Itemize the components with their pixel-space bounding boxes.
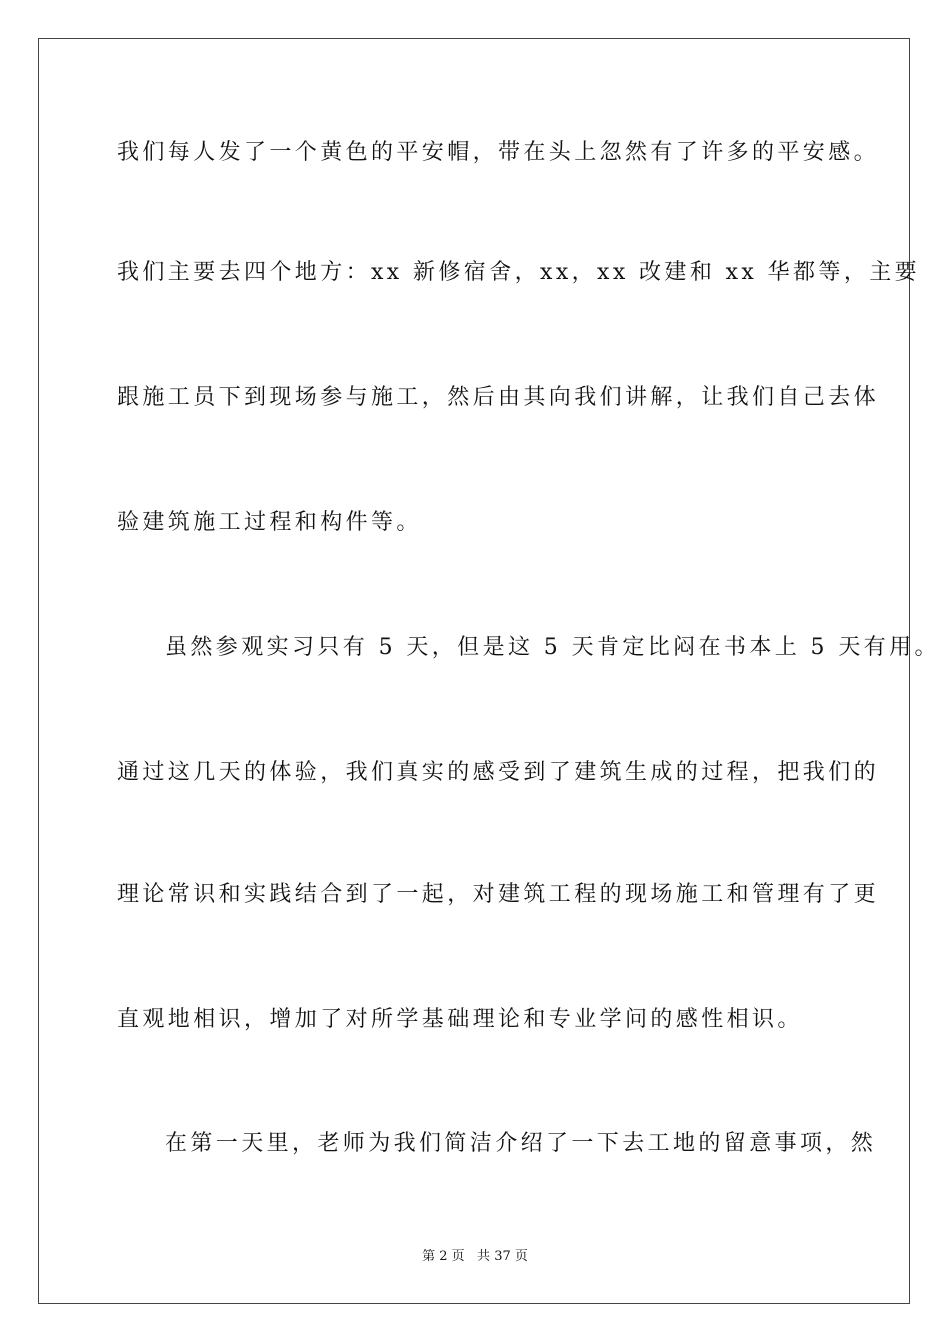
paragraph-line: 验建筑施工过程和构件等。: [117, 510, 422, 535]
paragraph-line: 我们每人发了一个黄色的平安帽，带在头上忽然有了许多的平安感。: [117, 140, 880, 165]
page-border: [38, 38, 910, 1304]
page-number-footer: 第 2 页 共 37 页: [422, 1249, 528, 1264]
paragraph-line: 直观地相识，增加了对所学基础理论和专业学问的感性相识。: [117, 1007, 803, 1032]
paragraph-line: 虽然参观实习只有 5 天，但是这 5 天肯定比闷在书本上 5 天有用。: [165, 635, 940, 660]
paragraph-line: 通过这几天的体验，我们真实的感受到了建筑生成的过程，把我们的: [117, 760, 880, 785]
paragraph-line: 在第一天里，老师为我们简洁介绍了一下去工地的留意事项，然: [165, 1131, 877, 1156]
paragraph-line: 跟施工员下到现场参与施工，然后由其向我们讲解，让我们自己去体: [117, 385, 880, 410]
paragraph-line: 我们主要去四个地方：xx 新修宿舍，xx，xx 改建和 xx 华都等，主要: [117, 260, 921, 285]
paragraph-line: 理论常识和实践结合到了一起，对建筑工程的现场施工和管理有了更: [117, 882, 880, 907]
